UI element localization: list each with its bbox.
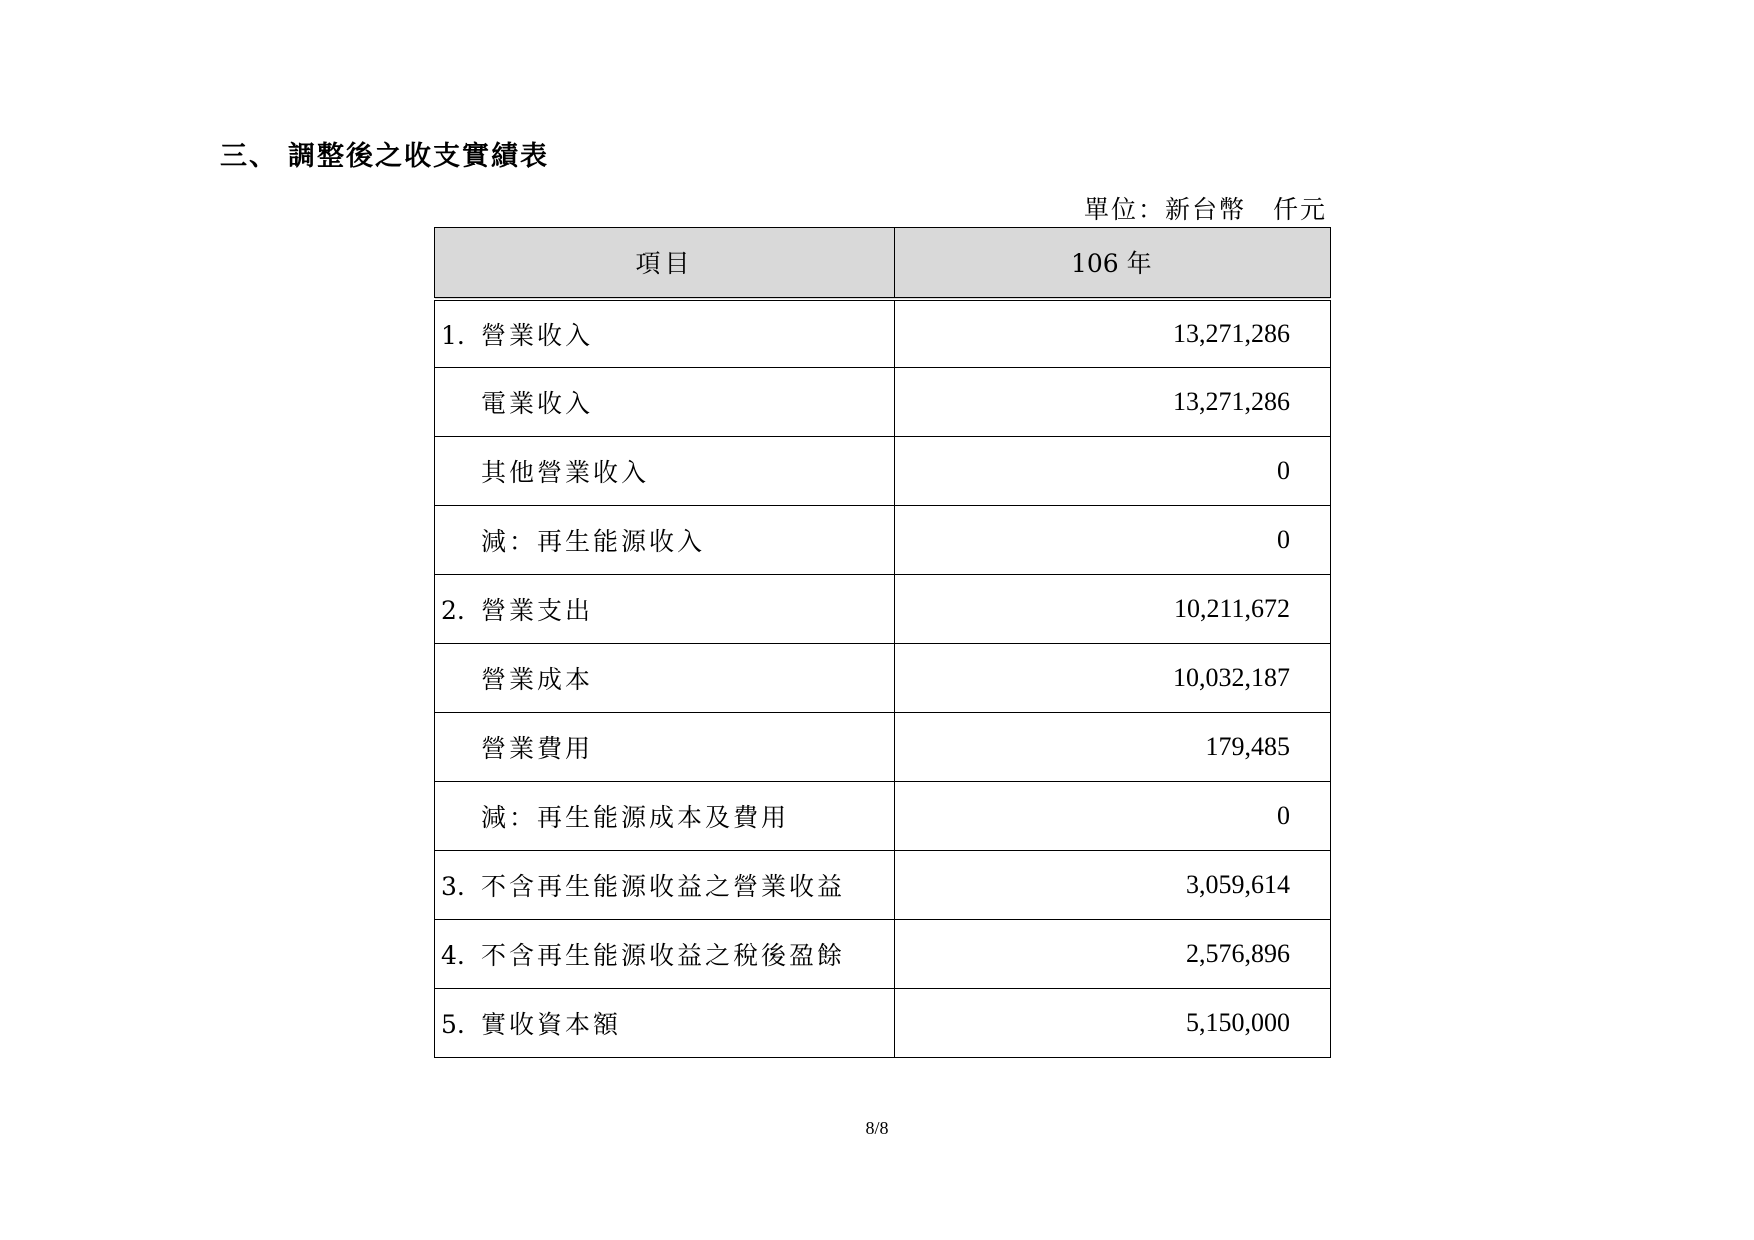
table-row xyxy=(435,506,1331,575)
row-index: 3. xyxy=(441,872,465,901)
row-label: 減：再生能源收入 xyxy=(481,527,706,556)
row-label: 營業成本 xyxy=(481,665,594,694)
row-value: 13,271,286 xyxy=(895,368,1331,437)
row-label-cell xyxy=(435,299,895,368)
row-label: 實收資本額 xyxy=(481,1010,622,1039)
row-value: 0 xyxy=(895,437,1331,506)
income-expense-table xyxy=(434,227,1331,1058)
row-value: 0 xyxy=(895,782,1331,851)
row-index: 5. xyxy=(441,1010,465,1039)
row-label-cell xyxy=(435,989,895,1058)
row-label: 減：再生能源成本及費用 xyxy=(481,803,790,832)
section-number: 三、 xyxy=(220,141,278,172)
row-value: 179,485 xyxy=(895,713,1331,782)
row-label: 營業費用 xyxy=(481,734,594,763)
table-header-row xyxy=(435,228,1331,299)
row-index: 1. xyxy=(441,320,465,350)
column-header-year: 106 年 xyxy=(895,228,1331,299)
table-row xyxy=(435,920,1331,989)
row-label-cell xyxy=(435,713,895,782)
table-row xyxy=(435,437,1331,506)
section-heading xyxy=(220,134,549,173)
row-label-cell xyxy=(435,644,895,713)
row-value: 13,271,286 xyxy=(895,299,1331,368)
row-label: 電業收入 xyxy=(481,389,594,418)
row-label: 不含再生能源收益之稅後盈餘 xyxy=(481,941,846,970)
table-row xyxy=(435,575,1331,644)
row-label: 不含再生能源收益之營業收益 xyxy=(481,872,846,901)
row-label: 營業支出 xyxy=(481,596,594,625)
row-value: 0 xyxy=(895,506,1331,575)
section-title: 調整後之收支實績表 xyxy=(288,141,549,172)
column-header-item: 項目 xyxy=(435,228,895,299)
row-label-cell xyxy=(435,368,895,437)
row-value: 5,150,000 xyxy=(895,989,1331,1058)
table-row xyxy=(435,989,1331,1058)
page-number: 8/8 xyxy=(865,1118,889,1138)
table-row xyxy=(435,299,1331,368)
row-label-cell xyxy=(435,437,895,506)
row-label-cell xyxy=(435,920,895,989)
table-row xyxy=(435,368,1331,437)
row-label-cell xyxy=(435,851,895,920)
row-label: 其他營業收入 xyxy=(481,458,650,487)
unit-label: 單位：新台幣 仟元 xyxy=(1083,195,1327,224)
row-index: 4. xyxy=(441,941,465,970)
row-label-cell xyxy=(435,575,895,644)
row-value: 3,059,614 xyxy=(895,851,1331,920)
table-row xyxy=(435,713,1331,782)
row-value: 10,211,672 xyxy=(895,575,1331,644)
row-value: 10,032,187 xyxy=(895,644,1331,713)
table-row xyxy=(435,782,1331,851)
row-label: 營業收入 xyxy=(481,320,594,350)
table-row xyxy=(435,851,1331,920)
table-row xyxy=(435,644,1331,713)
row-label-cell xyxy=(435,782,895,851)
row-label-cell xyxy=(435,506,895,575)
row-value: 2,576,896 xyxy=(895,920,1331,989)
row-index: 2. xyxy=(441,596,465,625)
